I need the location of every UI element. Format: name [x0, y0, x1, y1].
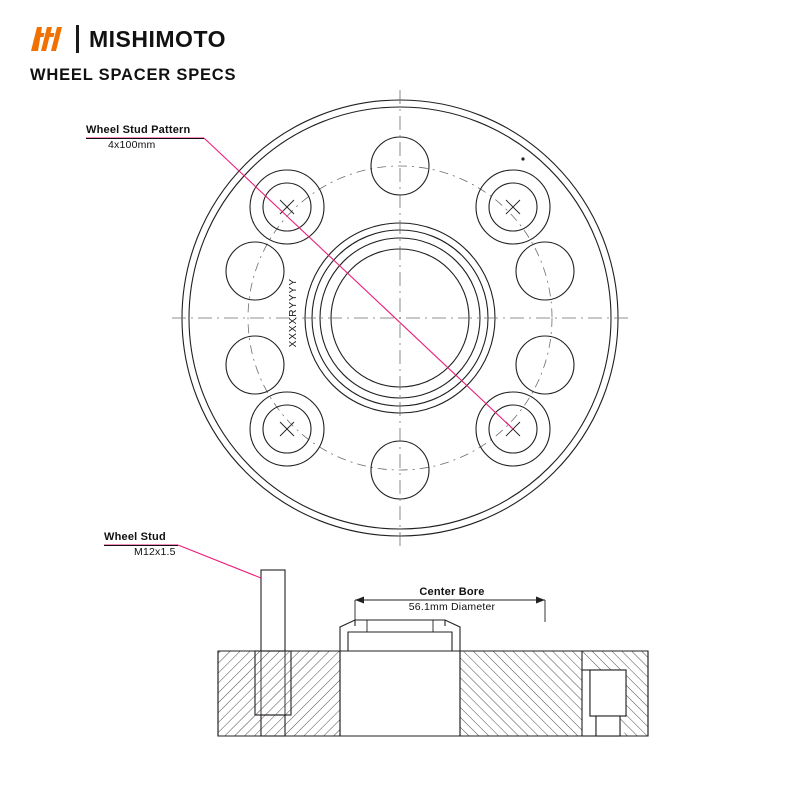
- stud-bore-profile: [582, 651, 648, 736]
- callout-value: 4x100mm: [108, 139, 156, 151]
- wheel-spacer-top-view: [172, 90, 628, 546]
- centerlines: [172, 90, 628, 546]
- body-right-section: [460, 651, 582, 736]
- leader-wheel-stud: [178, 545, 261, 578]
- callout-label: Center Bore: [419, 586, 485, 598]
- part-engraving-text: XXXXRYYYY: [288, 278, 299, 348]
- stud-hole: [226, 242, 284, 300]
- callout-label: Wheel Stud: [104, 531, 166, 543]
- callout-value: 56.1mm Diameter: [408, 601, 496, 613]
- stud-hole: [516, 242, 574, 300]
- callout-center-bore: [358, 586, 546, 613]
- page-title: WHEEL SPACER SPECS: [30, 66, 237, 84]
- hub-boss-profile: [340, 620, 460, 651]
- index-dot: [521, 157, 524, 160]
- stud-hole: [226, 336, 284, 394]
- brand-name: MISHIMOTO: [89, 25, 226, 52]
- stud-hole: [516, 336, 574, 394]
- body-left-section: [218, 651, 340, 736]
- callout-label: Wheel Stud Pattern: [86, 124, 191, 136]
- callout-wheel-stud-pattern: [86, 124, 190, 151]
- callout-value: M12x1.5: [134, 546, 176, 558]
- callout-wheel-stud: [104, 531, 176, 558]
